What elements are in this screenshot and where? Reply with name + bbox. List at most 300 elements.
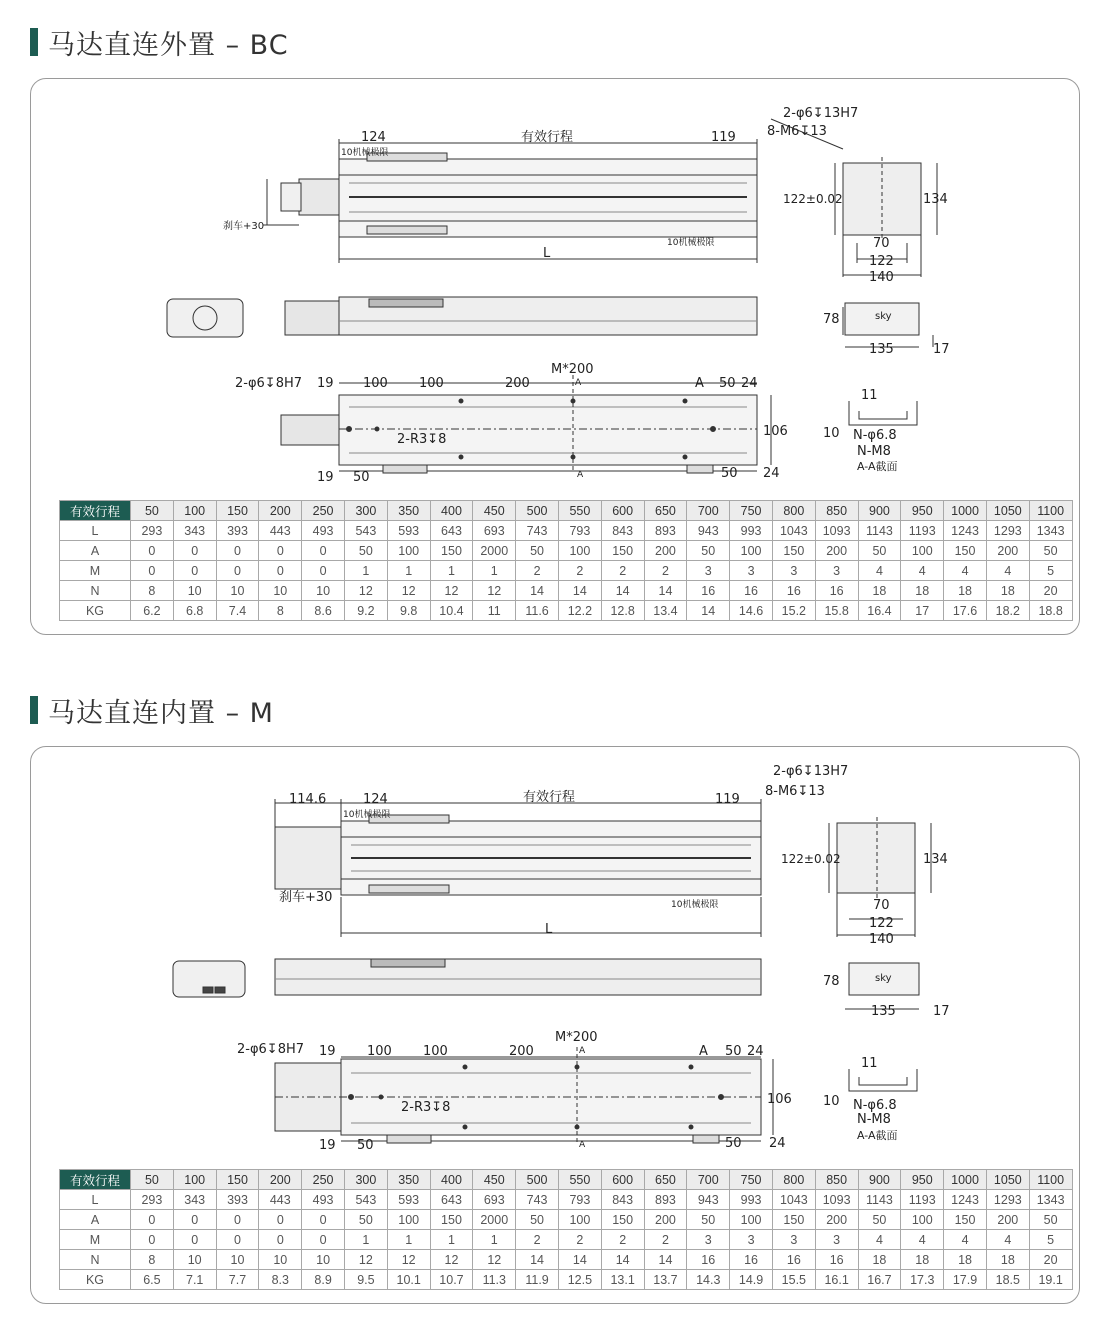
value-cell: 0 <box>173 1210 216 1230</box>
value-cell: 1243 <box>944 521 987 541</box>
value-cell: 50 <box>516 1210 559 1230</box>
label-h134: 134 <box>923 852 948 867</box>
value-cell: 0 <box>302 1230 345 1250</box>
label-d50b: 50 <box>357 1138 374 1153</box>
value-cell: 150 <box>430 1210 473 1230</box>
value-cell: 293 <box>131 1190 174 1210</box>
value-cell: 2 <box>601 561 644 581</box>
stroke-cell: 550 <box>558 1170 601 1190</box>
label-holes-top: 2-φ6↧13H7 <box>783 106 859 121</box>
table-row <box>60 1190 1073 1210</box>
value-cell: 50 <box>516 541 559 561</box>
value-cell: 9.5 <box>344 1270 387 1290</box>
value-cell: 18 <box>858 581 901 601</box>
value-cell: 200 <box>815 541 858 561</box>
value-cell: 100 <box>558 1210 601 1230</box>
value-cell: 993 <box>730 521 773 541</box>
value-cell: 0 <box>131 561 174 581</box>
value-cell: 0 <box>131 541 174 561</box>
value-cell: 12.5 <box>558 1270 601 1290</box>
value-cell: 1193 <box>901 1190 944 1210</box>
stroke-cell: 450 <box>473 501 516 521</box>
stroke-cell: 800 <box>772 501 815 521</box>
label-h134: 134 <box>923 192 948 207</box>
stroke-cell: 700 <box>687 501 730 521</box>
value-cell: 3 <box>815 561 858 581</box>
value-cell: 200 <box>815 1210 858 1230</box>
stroke-cell: 350 <box>387 1170 430 1190</box>
value-cell: 18 <box>986 1250 1029 1270</box>
value-cell: 150 <box>601 1210 644 1230</box>
label-r3: 2-R3↧8 <box>401 1100 451 1115</box>
label-effective-stroke: 有效行程 <box>523 790 576 805</box>
value-cell: 2000 <box>473 1210 516 1230</box>
stroke-cell: 850 <box>815 1170 858 1190</box>
value-cell: 0 <box>173 1230 216 1250</box>
value-cell: 0 <box>173 541 216 561</box>
value-cell: 50 <box>344 541 387 561</box>
label-w122: 122 <box>869 916 894 931</box>
value-cell: 100 <box>901 541 944 561</box>
value-cell: 150 <box>944 1210 987 1230</box>
label-d11: 11 <box>861 388 878 403</box>
value-cell: 10 <box>216 1250 259 1270</box>
label-effective-stroke: 有效行程 <box>521 130 574 145</box>
spec-table-m <box>59 1169 1073 1290</box>
value-cell: 20 <box>1029 581 1072 601</box>
value-cell: 743 <box>516 521 559 541</box>
value-cell: 9.2 <box>344 601 387 621</box>
value-cell: 10.4 <box>430 601 473 621</box>
value-cell: 14 <box>644 1250 687 1270</box>
value-cell: 14 <box>516 581 559 601</box>
value-cell: 2 <box>644 561 687 581</box>
value-cell: 150 <box>944 541 987 561</box>
value-cell: 1293 <box>986 1190 1029 1210</box>
value-cell: 10 <box>302 1250 345 1270</box>
table-row <box>60 561 1073 581</box>
stroke-cell: 1000 <box>944 1170 987 1190</box>
table-row <box>60 1270 1073 1290</box>
label-section-aa: A-A截面 <box>857 1129 898 1142</box>
value-cell: 343 <box>173 521 216 541</box>
stroke-cell: 300 <box>344 501 387 521</box>
value-cell: 16 <box>815 1250 858 1270</box>
label-h122: 122±0.02 <box>781 852 841 866</box>
stroke-cell: 500 <box>516 501 559 521</box>
value-cell: 11.3 <box>473 1270 516 1290</box>
section-title-text: 马达直连内置 – M <box>48 697 274 729</box>
value-cell: 10 <box>216 581 259 601</box>
value-cell: 10.1 <box>387 1270 430 1290</box>
label-d78: 78 <box>823 312 840 327</box>
label-pin-holes: 2-φ6↧8H7 <box>237 1042 305 1057</box>
value-cell: 4 <box>944 1230 987 1250</box>
value-cell: 3 <box>687 561 730 581</box>
stroke-cell: 100 <box>173 1170 216 1190</box>
value-cell: 343 <box>173 1190 216 1210</box>
drawing-panel-m <box>30 746 1080 1304</box>
value-cell: 493 <box>302 521 345 541</box>
label-d10: 10 <box>823 426 840 441</box>
section-title-text: 马达直连外置 – BC <box>48 29 289 61</box>
value-cell: 0 <box>131 1210 174 1230</box>
stroke-cell: 100 <box>173 501 216 521</box>
value-cell: 16 <box>730 1250 773 1270</box>
value-cell: 14 <box>558 581 601 601</box>
label-m6: 8-M6↧13 <box>767 124 827 139</box>
value-cell: 8 <box>259 601 302 621</box>
value-cell: 4 <box>858 561 901 581</box>
value-cell: 3 <box>772 561 815 581</box>
value-cell: 12 <box>344 581 387 601</box>
value-cell: 0 <box>216 561 259 581</box>
label-d50c: 50 <box>721 466 738 481</box>
stroke-cell: 1000 <box>944 501 987 521</box>
value-cell: 17.3 <box>901 1270 944 1290</box>
stroke-cell: 200 <box>259 501 302 521</box>
label-n68: N-φ6.8 <box>853 428 897 443</box>
stroke-cell: 700 <box>687 1170 730 1190</box>
value-cell: 2 <box>644 1230 687 1250</box>
value-cell: 843 <box>601 521 644 541</box>
row-label-cell: KG <box>60 601 131 621</box>
value-cell: 393 <box>216 1190 259 1210</box>
value-cell: 50 <box>858 1210 901 1230</box>
title-marker <box>30 28 38 56</box>
stroke-cell: 900 <box>858 501 901 521</box>
value-cell: 0 <box>302 561 345 581</box>
value-cell: 12.2 <box>558 601 601 621</box>
value-cell: 15.5 <box>772 1270 815 1290</box>
value-cell: 0 <box>259 561 302 581</box>
value-cell: 2 <box>558 561 601 581</box>
stroke-cell: 250 <box>302 1170 345 1190</box>
label-section-aa: A-A截面 <box>857 460 898 473</box>
value-cell: 2 <box>516 1230 559 1250</box>
value-cell: 893 <box>644 1190 687 1210</box>
table-row <box>60 601 1073 621</box>
value-cell: 14 <box>601 581 644 601</box>
stroke-cell: 600 <box>601 501 644 521</box>
label-d100a: 100 <box>367 1044 392 1059</box>
value-cell: 1 <box>430 1230 473 1250</box>
label-d135: 135 <box>869 342 894 357</box>
value-cell: 0 <box>259 1230 302 1250</box>
stroke-cell: 300 <box>344 1170 387 1190</box>
value-cell: 1 <box>387 561 430 581</box>
value-cell: 3 <box>815 1230 858 1250</box>
label-d19b: 19 <box>319 1138 336 1153</box>
value-cell: 8.6 <box>302 601 345 621</box>
label-d100b: 100 <box>423 1044 448 1059</box>
value-cell: 1243 <box>944 1190 987 1210</box>
label-A2: A <box>699 1044 708 1059</box>
stroke-cell: 1050 <box>986 501 1029 521</box>
spec-table-bc <box>59 500 1073 621</box>
value-cell: 200 <box>644 1210 687 1230</box>
label-L: L <box>543 246 551 261</box>
value-cell: 100 <box>730 1210 773 1230</box>
value-cell: 16 <box>687 581 730 601</box>
label-1146: 114.6 <box>289 792 327 807</box>
label-n68: N-φ6.8 <box>853 1098 897 1113</box>
value-cell: 1 <box>387 1230 430 1250</box>
label-A1: A <box>575 378 582 388</box>
value-cell: 50 <box>687 1210 730 1230</box>
value-cell: 7.7 <box>216 1270 259 1290</box>
title-marker <box>30 696 38 724</box>
label-d24b: 24 <box>769 1136 786 1151</box>
stroke-cell: 50 <box>131 1170 174 1190</box>
stroke-cell: 950 <box>901 501 944 521</box>
value-cell: 150 <box>772 1210 815 1230</box>
value-cell: 13.7 <box>644 1270 687 1290</box>
label-A2: A <box>695 376 704 391</box>
section-title-m <box>30 695 274 729</box>
value-cell: 12 <box>473 581 516 601</box>
value-cell: 943 <box>687 521 730 541</box>
stroke-cell: 1100 <box>1029 1170 1072 1190</box>
label-d100a: 100 <box>363 376 388 391</box>
value-cell: 0 <box>302 1210 345 1230</box>
stroke-cell: 600 <box>601 1170 644 1190</box>
stroke-cell: 400 <box>430 1170 473 1190</box>
label-pin-holes: 2-φ6↧8H7 <box>235 376 303 391</box>
value-cell: 50 <box>1029 1210 1072 1230</box>
value-cell: 14 <box>644 581 687 601</box>
label-logo: sky <box>875 973 892 984</box>
value-cell: 14 <box>558 1250 601 1270</box>
value-cell: 443 <box>259 521 302 541</box>
value-cell: 1 <box>473 561 516 581</box>
stroke-cell: 250 <box>302 501 345 521</box>
value-cell: 0 <box>131 1230 174 1250</box>
row-label-cell: L <box>60 1190 131 1210</box>
label-w70: 70 <box>873 236 890 251</box>
label-d50c: 50 <box>725 1136 742 1151</box>
value-cell: 18 <box>944 1250 987 1270</box>
value-cell: 2 <box>601 1230 644 1250</box>
label-d135: 135 <box>871 1004 896 1019</box>
value-cell: 7.1 <box>173 1270 216 1290</box>
label-119: 119 <box>715 792 740 807</box>
value-cell: 10 <box>259 581 302 601</box>
label-mech-limit-top: 10机械极限 <box>343 810 391 820</box>
value-cell: 200 <box>644 541 687 561</box>
value-cell: 12 <box>473 1250 516 1270</box>
value-cell: 6.5 <box>131 1270 174 1290</box>
value-cell: 8 <box>131 581 174 601</box>
value-cell: 11 <box>473 601 516 621</box>
value-cell: 743 <box>516 1190 559 1210</box>
value-cell: 13.1 <box>601 1270 644 1290</box>
value-cell: 1343 <box>1029 521 1072 541</box>
stroke-cell: 900 <box>858 1170 901 1190</box>
value-cell: 2000 <box>473 541 516 561</box>
label-119: 119 <box>711 130 736 145</box>
value-cell: 1 <box>473 1230 516 1250</box>
value-cell: 16 <box>730 581 773 601</box>
value-cell: 1093 <box>815 521 858 541</box>
value-cell: 793 <box>558 521 601 541</box>
row-label-cell: M <box>60 561 131 581</box>
row-label-cell: KG <box>60 1270 131 1290</box>
label-d200: 200 <box>509 1044 534 1059</box>
value-cell: 100 <box>730 541 773 561</box>
value-cell: 18.5 <box>986 1270 1029 1290</box>
stroke-cell: 150 <box>216 501 259 521</box>
stroke-cell: 500 <box>516 1170 559 1190</box>
value-cell: 50 <box>1029 541 1072 561</box>
row-label-cell: M <box>60 1230 131 1250</box>
value-cell: 1143 <box>858 1190 901 1210</box>
value-cell: 443 <box>259 1190 302 1210</box>
value-cell: 793 <box>558 1190 601 1210</box>
value-cell: 200 <box>986 541 1029 561</box>
value-cell: 7.4 <box>216 601 259 621</box>
value-cell: 18 <box>858 1250 901 1270</box>
value-cell: 0 <box>302 541 345 561</box>
value-cell: 1043 <box>772 521 815 541</box>
value-cell: 1 <box>344 1230 387 1250</box>
value-cell: 543 <box>344 1190 387 1210</box>
value-cell: 150 <box>772 541 815 561</box>
label-124: 124 <box>361 130 386 145</box>
value-cell: 3 <box>772 1230 815 1250</box>
value-cell: 100 <box>558 541 601 561</box>
value-cell: 0 <box>259 1210 302 1230</box>
value-cell: 593 <box>387 521 430 541</box>
value-cell: 9.8 <box>387 601 430 621</box>
stroke-cell: 150 <box>216 1170 259 1190</box>
label-d10: 10 <box>823 1094 840 1109</box>
value-cell: 8.9 <box>302 1270 345 1290</box>
value-cell: 1 <box>430 561 473 581</box>
label-mech-limit-bottom: 10机械极限 <box>667 238 715 248</box>
value-cell: 643 <box>430 521 473 541</box>
value-cell: 18.2 <box>986 601 1029 621</box>
value-cell: 18 <box>986 581 1029 601</box>
value-cell: 393 <box>216 521 259 541</box>
value-cell: 10 <box>302 581 345 601</box>
value-cell: 16 <box>772 581 815 601</box>
value-cell: 12 <box>387 1250 430 1270</box>
value-cell: 1293 <box>986 521 1029 541</box>
label-d17: 17 <box>933 342 950 357</box>
stroke-cell: 450 <box>473 1170 516 1190</box>
value-cell: 593 <box>387 1190 430 1210</box>
value-cell: 2 <box>516 561 559 581</box>
value-cell: 5 <box>1029 1230 1072 1250</box>
value-cell: 1143 <box>858 521 901 541</box>
label-d106: 106 <box>767 1092 792 1107</box>
table-row <box>60 581 1073 601</box>
label-w122: 122 <box>869 254 894 269</box>
label-A3: A <box>579 1140 586 1150</box>
label-m200: M*200 <box>555 1030 598 1045</box>
value-cell: 50 <box>687 541 730 561</box>
value-cell: 10 <box>259 1250 302 1270</box>
stroke-cell: 350 <box>387 501 430 521</box>
value-cell: 15.2 <box>772 601 815 621</box>
drawing-panel-bc <box>30 78 1080 635</box>
value-cell: 150 <box>601 541 644 561</box>
value-cell: 4 <box>901 1230 944 1250</box>
label-d50a: 50 <box>725 1044 742 1059</box>
row-label-cell: A <box>60 1210 131 1230</box>
value-cell: 14 <box>516 1250 559 1270</box>
value-cell: 493 <box>302 1190 345 1210</box>
label-A1: A <box>579 1046 586 1056</box>
label-nm8: N-M8 <box>857 444 891 459</box>
table-header-cell: 有效行程 <box>60 501 131 521</box>
value-cell: 100 <box>387 1210 430 1230</box>
label-holes-top: 2-φ6↧13H7 <box>773 764 849 779</box>
label-d24a: 24 <box>747 1044 764 1059</box>
value-cell: 50 <box>858 541 901 561</box>
value-cell: 50 <box>344 1210 387 1230</box>
table-row <box>60 521 1073 541</box>
label-d19a: 19 <box>319 1044 336 1059</box>
table-row <box>60 1250 1073 1270</box>
value-cell: 943 <box>687 1190 730 1210</box>
label-d100b: 100 <box>419 376 444 391</box>
value-cell: 4 <box>944 561 987 581</box>
value-cell: 893 <box>644 521 687 541</box>
value-cell: 15.8 <box>815 601 858 621</box>
value-cell: 200 <box>986 1210 1029 1230</box>
value-cell: 18 <box>944 581 987 601</box>
value-cell: 100 <box>901 1210 944 1230</box>
value-cell: 10.7 <box>430 1270 473 1290</box>
label-w140: 140 <box>869 270 894 285</box>
value-cell: 4 <box>986 1230 1029 1250</box>
value-cell: 1043 <box>772 1190 815 1210</box>
value-cell: 4 <box>986 561 1029 581</box>
label-A3: A <box>577 470 584 480</box>
label-d78: 78 <box>823 974 840 989</box>
value-cell: 3 <box>730 1230 773 1250</box>
value-cell: 843 <box>601 1190 644 1210</box>
value-cell: 643 <box>430 1190 473 1210</box>
value-cell: 10 <box>173 581 216 601</box>
stroke-cell: 550 <box>558 501 601 521</box>
value-cell: 12 <box>430 1250 473 1270</box>
row-label-cell: A <box>60 541 131 561</box>
value-cell: 14 <box>687 601 730 621</box>
value-cell: 18 <box>901 581 944 601</box>
value-cell: 0 <box>216 1230 259 1250</box>
stroke-cell: 400 <box>430 501 473 521</box>
label-logo: sky <box>875 311 892 322</box>
label-m200: M*200 <box>551 362 594 377</box>
value-cell: 0 <box>216 541 259 561</box>
value-cell: 8.3 <box>259 1270 302 1290</box>
value-cell: 1093 <box>815 1190 858 1210</box>
value-cell: 11.6 <box>516 601 559 621</box>
value-cell: 10 <box>173 1250 216 1270</box>
value-cell: 12 <box>387 581 430 601</box>
value-cell: 16.1 <box>815 1270 858 1290</box>
table-row <box>60 1230 1073 1250</box>
value-cell: 18.8 <box>1029 601 1072 621</box>
table-body <box>60 1190 1073 1290</box>
value-cell: 3 <box>730 561 773 581</box>
value-cell: 14 <box>601 1250 644 1270</box>
label-d11: 11 <box>861 1056 878 1071</box>
section-title-bc <box>30 27 289 61</box>
